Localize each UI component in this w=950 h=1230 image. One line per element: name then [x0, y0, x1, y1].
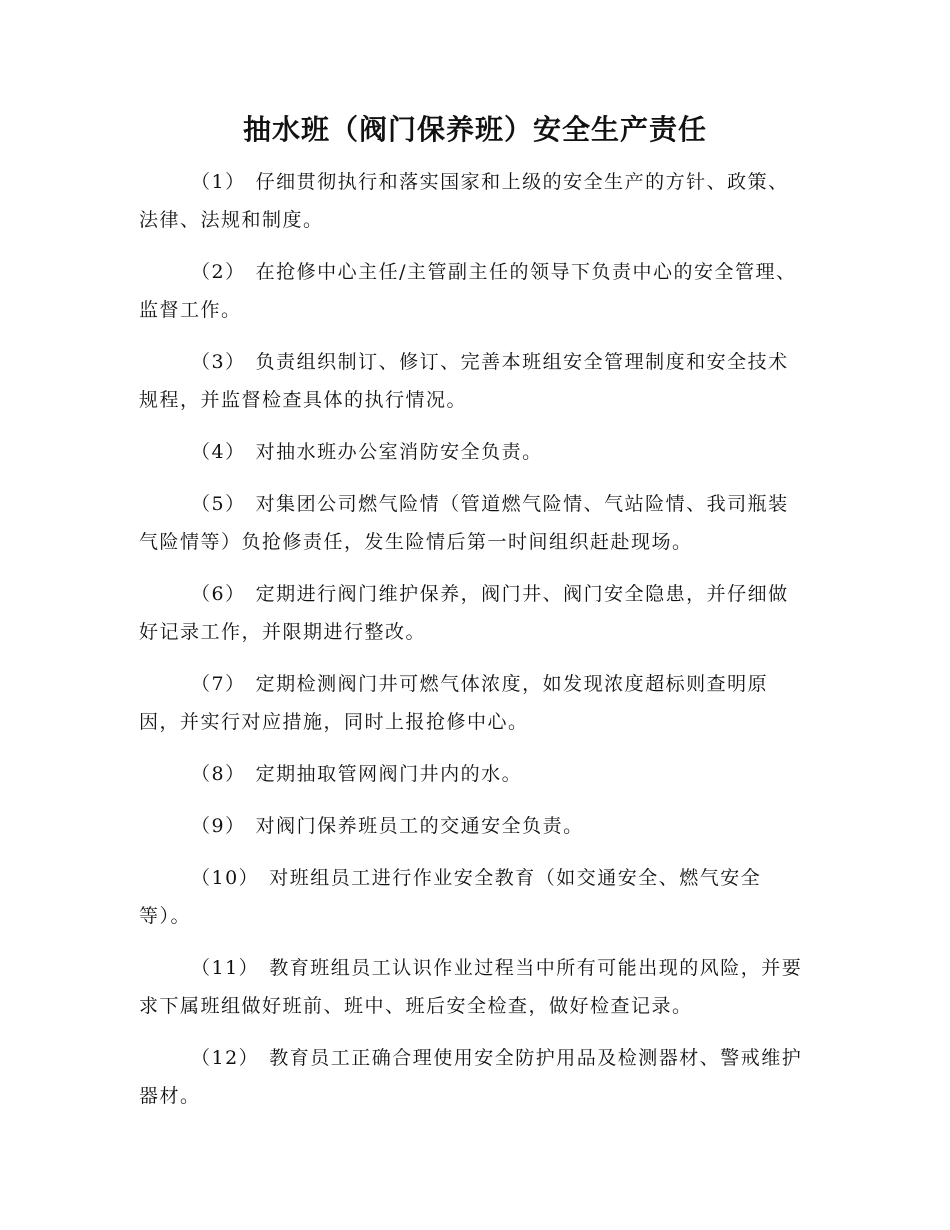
clause-number: （10）	[191, 867, 260, 889]
clause-number: （8）	[191, 763, 246, 785]
clause-item	[139, 807, 809, 845]
clause-number: （4）	[191, 441, 246, 463]
clause-text: 教育员工正确合理使用安全防护用品及检测器材、警戒维护器材。	[139, 1047, 803, 1107]
clause-item	[139, 949, 809, 1025]
clause-item	[139, 575, 809, 651]
clause-text: 对班组员工进行作业安全教育（如交通安全、燃气安全等）。	[139, 867, 762, 927]
clause-number: （2）	[191, 261, 246, 283]
clause-number: （5）	[191, 493, 246, 515]
clause-item	[139, 485, 809, 561]
clause-text: 对抽水班办公室消防安全负责。	[255, 441, 543, 463]
clause-text: 仔细贯彻执行和落实国家和上级的安全生产的方针、政策、法律、法规和制度。	[139, 171, 789, 231]
clause-text: 对阀门保养班员工的交通安全负责。	[255, 815, 584, 837]
clause-text: 定期进行阀门维护保养，阀门井、阀门安全隐患，并仔细做好记录工作，并限期进行整改。	[139, 583, 789, 643]
clause-item	[139, 163, 809, 239]
clause-text: 定期抽取管网阀门井内的水。	[255, 763, 523, 785]
clause-number: （12）	[191, 1047, 260, 1069]
clause-number: （6）	[191, 583, 246, 605]
clause-item	[139, 343, 809, 419]
clause-number: （11）	[191, 957, 260, 979]
clause-list	[139, 163, 809, 1129]
clause-number: （9）	[191, 815, 246, 837]
clause-number: （1）	[191, 171, 246, 193]
clause-text: 在抢修中心主任/主管副主任的领导下负责中心的安全管理、监督工作。	[139, 261, 797, 321]
clause-item	[139, 755, 809, 793]
clause-text: 负责组织制订、修订、完善本班组安全管理制度和安全技术规程，并监督检查具体的执行情况。	[139, 351, 789, 411]
document-title: 抽水班（阀门保养班）安全生产责任	[242, 113, 707, 146]
clause-item	[139, 1039, 809, 1115]
clause-item	[139, 859, 809, 935]
clause-item	[139, 665, 809, 741]
clause-text: 教育班组员工认识作业过程当中所有可能出现的风险，并要求下属班组做好班前、班中、班后安全检查，做好检查记录。	[139, 957, 803, 1017]
clause-item	[139, 253, 809, 329]
clause-text: 对集团公司燃气险情（管道燃气险情、气站险情、我司瓶装气险情等）负抢修责任，发生险情后第一时间组织赶赴现场。	[139, 493, 789, 553]
clause-number: （3）	[191, 351, 246, 373]
clause-number: （7）	[191, 673, 246, 695]
clause-item	[139, 433, 809, 471]
clause-text: 定期检测阀门井可燃气体浓度，如发现浓度超标则查明原因，并实行对应措施，同时上报抢修中心。	[139, 673, 769, 733]
